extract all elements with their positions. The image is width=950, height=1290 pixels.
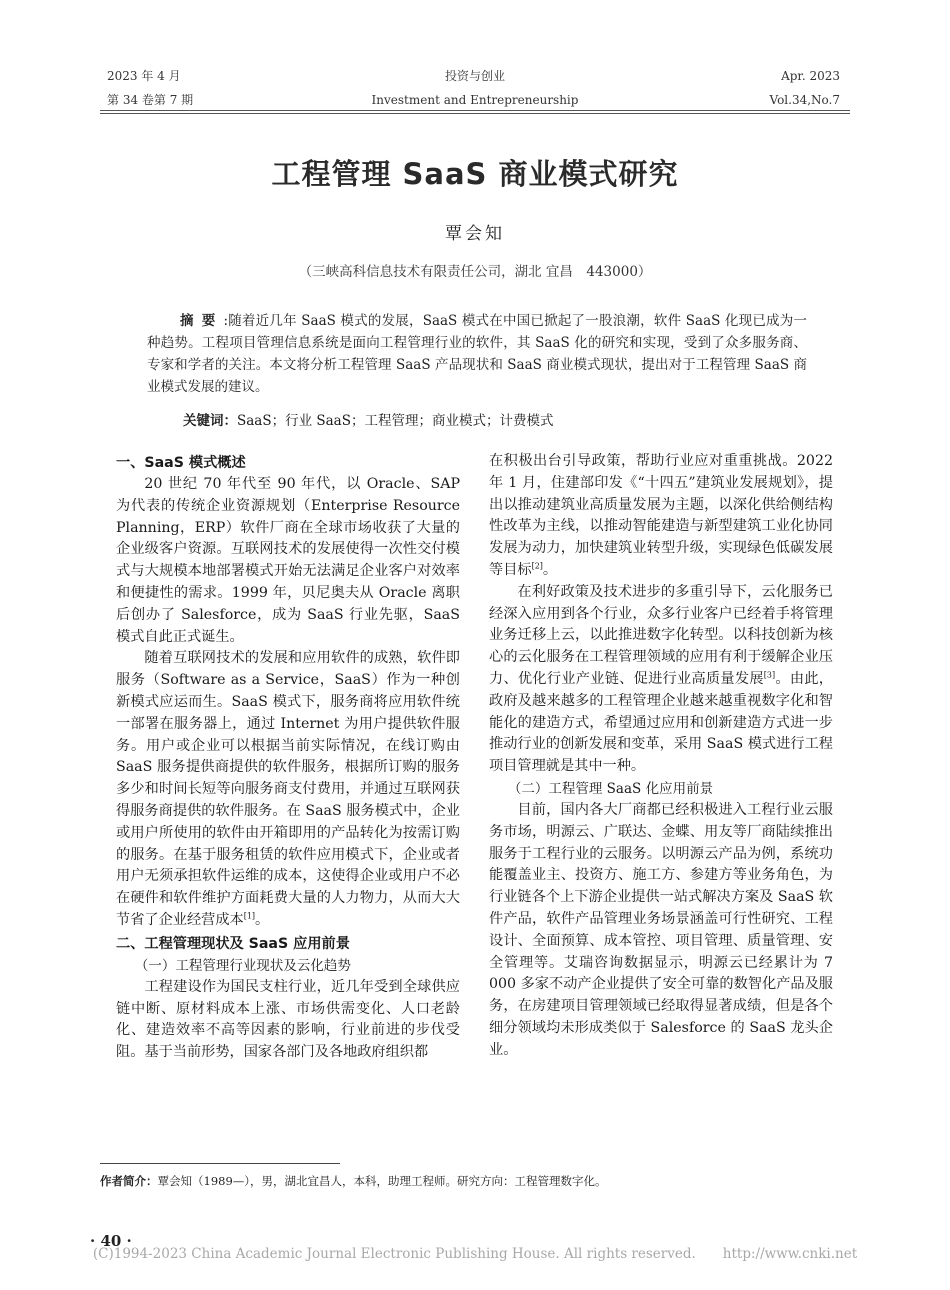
right-column xyxy=(489,451,833,1062)
section-1-paragraph-1: 20 世纪 70 年代至 90 年代，以 Oracle、SAP 为代表的传统企业资源规划（Enterprise Resource Planning，ERP）软件厂商在全球市场收获了大量的企业级客户资源。互联网技术的发展使得一次性交付模式与大规模本地部署模式开始无法满足企业客户对效率和便捷性的需求。1999 年，贝尼奥夫从 Oracle 离职后创办了 Salesforce，成为 SaaS 行业先驱，SaaS 模式自此正式诞生。 xyxy=(116,476,460,645)
header-journal-cn: 投资与创业 xyxy=(444,69,505,83)
citation-2[interactable]: [2] xyxy=(531,561,543,571)
subsection-2-1-heading: （一）工程管理行业现状及云化趋势 xyxy=(134,957,351,974)
author-bio-footnote xyxy=(100,1173,860,1189)
citation-3[interactable]: [3] xyxy=(763,670,776,680)
left-column xyxy=(116,451,460,1064)
header-date-en: Apr. 2023 xyxy=(781,69,840,83)
subsection-2-1-paragraph-2: 在利好政策及技术进步的多重引导下，云化服务已经深入应用到各个行业，众多行业客户已经着手将管理业务迁移上云，以此推进数字化转型。以科技创新为核心的云化服务在工程管理领域的应用有利于缓解企业压力、优化行业产业链、促进行业高质量发展[3]。由此，政府及越来越多的工程管理企业越来越重视数字化和智能化的建造方式，希望通过应用和创新建造方式进一步推动行业的创新发展和变革，采用 SaaS 模式进行工程项目管理就是其中一种。 xyxy=(489,583,833,775)
section-2-heading: 二、工程管理现状及 SaaS 应用前景 xyxy=(116,935,350,952)
footnote-rule xyxy=(100,1163,340,1164)
footnote-text: 覃会知（1989—），男，湖北宜昌人，本科，助理工程师。研究方向：工程管理数字化。 xyxy=(157,1174,607,1188)
abstract-label: 摘要 xyxy=(180,313,224,329)
keywords xyxy=(183,410,813,432)
header-journal-en: Investment and Entrepreneurship xyxy=(371,93,579,107)
header-rule xyxy=(100,110,850,111)
header-date: 2023 年 4 月 xyxy=(107,69,181,83)
subsection-2-1-paragraph-1-continued: 在积极出台引导政策，帮助行业应对重重挑战。2022 年 1 月，住建部印发《“十四五”建筑业发展规划》，提出以推动建筑业高质量发展为主题，以深化供给侧结构性改革为主线，以推动智能建造与新型建筑工业化协同发展为动力，加快建筑业转型升级，实现绿色低碳发展等目标[2]。 xyxy=(489,453,833,578)
author-name: 覃会知 xyxy=(445,224,505,244)
keywords-label: 关键词： xyxy=(183,413,237,429)
abstract: 摘要:随着近几年 SaaS 模式的发展，SaaS 模式在中国已掀起了一股浪潮，软件 SaaS 化现已成为一种趋势。工程项目管理信息系统是面向工程管理行业的软件，其 SaaS 化的研究和实现，受到了众多服务商、专家和学者的关注。本文将分析工程管理 SaaS 产品现状和 SaaS 商业模式现状，提出对于工程管理 SaaS 商业模式发展的建议。 xyxy=(147,313,807,395)
cnki-watermark: (C)1994-2023 China Academic Journal Electronic Publishing House. All rights reserved. http://www.cnki.net xyxy=(92,1246,858,1262)
header-volume-en: Vol.34,No.7 xyxy=(769,93,840,107)
subsection-2-2-heading: （二）工程管理 SaaS 化应用前景 xyxy=(507,780,714,797)
page-number: · 40 · xyxy=(90,1232,132,1250)
subsection-2-1-paragraph-1: 工程建设作为国民支柱行业，近几年受到全球供应链中断、原材料成本上涨、市场供需变化、人口老龄化、建造效率不高等因素的影响，行业前进的步伐受阻。基于当前形势，国家各部门及各地政府组织都 xyxy=(116,978,460,1061)
paper-title: 工程管理 SaaS 商业模式研究 xyxy=(271,157,679,191)
header-volume: 第 34 卷第 7 期 xyxy=(107,93,194,107)
section-1-heading: 一、SaaS 模式概述 xyxy=(116,455,246,471)
header-rule-2 xyxy=(100,113,850,114)
abstract-text: 随着近几年 SaaS 模式的发展，SaaS 模式在中国已掀起了一股浪潮，软件 SaaS 化现已成为一种趋势。工程项目管理信息系统是面向工程管理行业的软件，其 SaaS 化的研究和实现，受到了众多服务商、专家和学者的关注。本文将分析工程管理 SaaS 产品现状和 SaaS 商业模式现状，提出对于工程管理 SaaS 商业模式发展的建议。 xyxy=(147,313,807,395)
author-affiliation: （三峡高科信息技术有限责任公司，湖北 宜昌 443000） xyxy=(298,264,652,280)
keywords-text: SaaS；行业 SaaS；工程管理；商业模式；计费模式 xyxy=(237,413,554,429)
section-1-paragraph-2: 随着互联网技术的发展和应用软件的成熟，软件即服务（Software as a Service，SaaS）作为一种创新模式应运而生。SaaS 模式下，服务商将应用软件统一部署在服务器上，通过 Internet 为用户提供软件服务。用户或企业可以根据当前实际情况，在线订购由 SaaS 服务提供商提供的软件服务，根据所订购的服务多少和时间长短等向服务商支付费用，并通过互联网获得服务商提供的软件服务。在 SaaS 服务模式中，企业或用户所使用的软件由开箱即用的产品转化为按需订购的服务。在基于服务租赁的软件应用模式下，企业或者用户无须承担软件运维的成本，这使得企业或用户不必在硬件和软件维护方面耗费大量的人力物力，从而大大节省了企业经营成本[1]。 xyxy=(116,650,460,928)
citation-1[interactable]: [1] xyxy=(243,911,256,921)
footnote-label: 作者简介： xyxy=(100,1174,158,1188)
subsection-2-2-paragraph-1: 目前，国内各大厂商都已经积极进入工程行业云服务市场，明源云、广联达、金蝶、用友等厂商陆续推出服务于工程行业的云服务。以明源云产品为例，系统功能覆盖业主、投资方、施工方、参建方等业务角色，为行业链各个上下游企业提供一站式解决方案及 SaaS 软件产品，软件产品管理业务场景涵盖可行性研究、工程设计、全面预算、成本管控、项目管理、质量管理、安全管理等。艾瑞咨询数据显示，明源云已经累计为 7 000 多家不动产企业提供了安全可靠的数智化产品及服务，在房建项目管理领域已经取得显著成绩，但是各个细分领域均未形成类似于 Salesforce 的 SaaS 龙头企业。 xyxy=(489,801,833,1058)
